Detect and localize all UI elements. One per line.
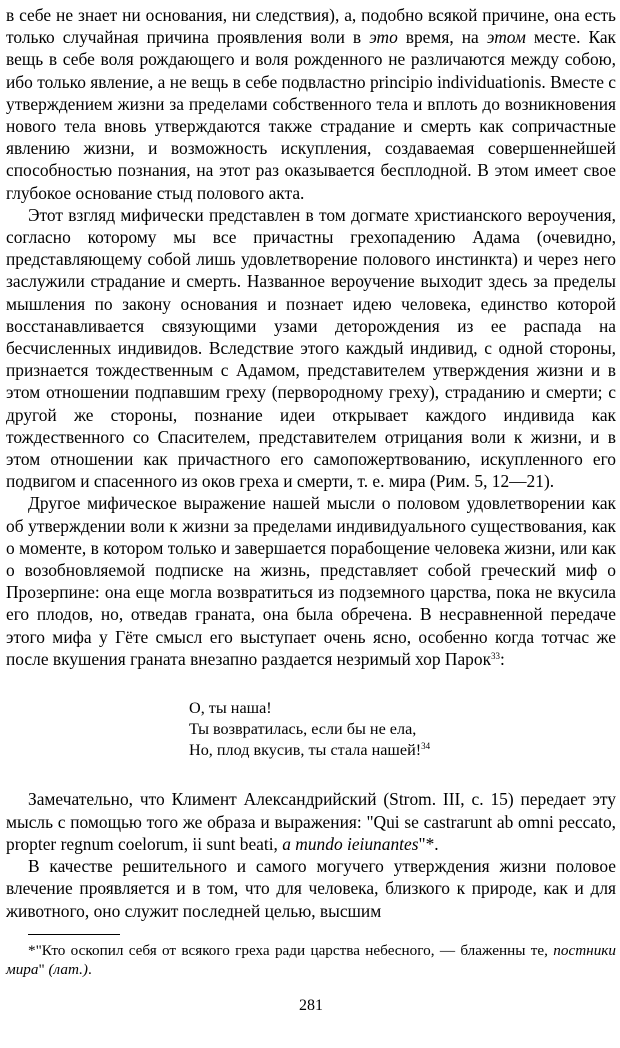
poem-line-3-text: Но, плод вкусив, ты стала нашей!	[189, 740, 422, 759]
paragraph-3	[6, 492, 616, 670]
footnote	[6, 941, 616, 979]
paragraph-4-latin-italic: a mundo ieiunantes	[282, 833, 419, 854]
paragraph-3-end: :	[500, 648, 505, 669]
paragraph-1-text-a: в себе не знает ни основания, ни следствия), а, подобно всякой причине, она есть только случайная причина проявления воли в	[6, 5, 616, 48]
footnote-text-b: "	[38, 960, 49, 978]
footnote-text-a: *"Кто оскопил себя от всякого греха ради царства небесного, — блаженны те,	[28, 941, 554, 959]
book-page	[6, 4, 616, 1015]
poem-line-1: О, ты наша!	[189, 699, 272, 718]
footnote-emphasis-a: постники мира	[6, 941, 616, 978]
paragraph-4	[6, 788, 616, 855]
poem-line-3	[189, 740, 616, 761]
footnote-divider	[28, 934, 120, 935]
page-number: 281	[299, 996, 323, 1014]
footnote-text-c: .	[87, 960, 92, 978]
paragraph-4-text-b: "*.	[418, 833, 439, 854]
paragraph-1-emphasis-a: это	[369, 27, 398, 48]
paragraph-1-emphasis-b: этом	[486, 27, 526, 48]
paragraph-1-text-b: время, на	[397, 27, 487, 48]
poem-quote	[189, 698, 616, 760]
paragraph-3-text: Другое мифическое выражение нашей мысли о половом удовлетворении как об утверждении воли к жизни за пределами индивидуального существования, как о моменте, в котором только и завершается порабощение человека жизни, или как о возобновляемой подписке на жизнь, представляет собой греческий миф о Прозерпине: она еще могла возвратиться из подземного царства, пока не вкусила его плодов, но, отведав граната, она была обречена. В несравненной передаче этого мифа у Гёте смысл его выступает очень ясно, особенно когда тотчас же после вкушения граната внезапно раздается незримый хор Парок	[6, 493, 616, 669]
poem-line-2: Ты возвратилась, если бы не ела,	[189, 719, 417, 738]
footnote-emphasis-b: (лат.)	[48, 960, 88, 978]
paragraph-5: В качестве решительного и самого могучего утверждения жизни половое влечение проявляется и в том, что для человека, близкого к природе, как и для животного, оно служит последней целью, высшим	[6, 856, 616, 921]
paragraph-4-text-a: Замечательно, что Климент Александрийский (Strom. III, с. 15) передает эту мысль с помощью того же образа и выражения: "Qui se castrarunt ab omni peccato, propter regnum coelorum, ii sunt beati,	[6, 789, 616, 854]
footnote-ref-33: 33	[491, 650, 501, 661]
paragraph-1-text-c: месте. Как вещь в себе воля рождающего и воля рожденного не различаются между собою, ибо только явление, а не вещь в себе подвластно principio individuationis. Вместе с утверждением жизни за пределами собственного тела и вплоть до возникновения нового тела вновь утверждаются также страдание и смерть как сопричастные явлению жизни, и возможность искупления, создаваемая совершеннейшей способностью познания, на этот раз оказывается бесплодной. В этом имеет свое глубокое основание стыд полового акта.	[6, 27, 616, 203]
paragraph-2: Этот взгляд мифически представлен в том догмате христианского вероучения, согласно которому мы все причастны грехопадению Адама (очевидно, представляющему собой лишь удовлетворение полового инстинкта) и через него заслужили страдание и смерть. Названное вероучение выходит здесь за пределы мышления по закону основания и познает идею человека, единство которой восстанавливается связующими узами деторождения из ее распада на бесчисленных индивидов. Вследствие этого каждый индивид, с одной стороны, признается тождественным с Адамом, представителем утверждения жизни и в этом отношении подпавшим греху (первородному греху), страданию и смерти; с другой же стороны, познание идеи открывает каждого индивида как тождественного со Спасителем, представителем отрицания воли к жизни, и в этом отношении как причастного его самопожертвованию, искупленного его подвигом и спасенного из оков греха и смерти, т. е. мира (Рим. 5, 12—21).	[6, 204, 616, 492]
paragraph-1	[6, 4, 616, 204]
footnote-ref-34: 34	[421, 740, 431, 751]
